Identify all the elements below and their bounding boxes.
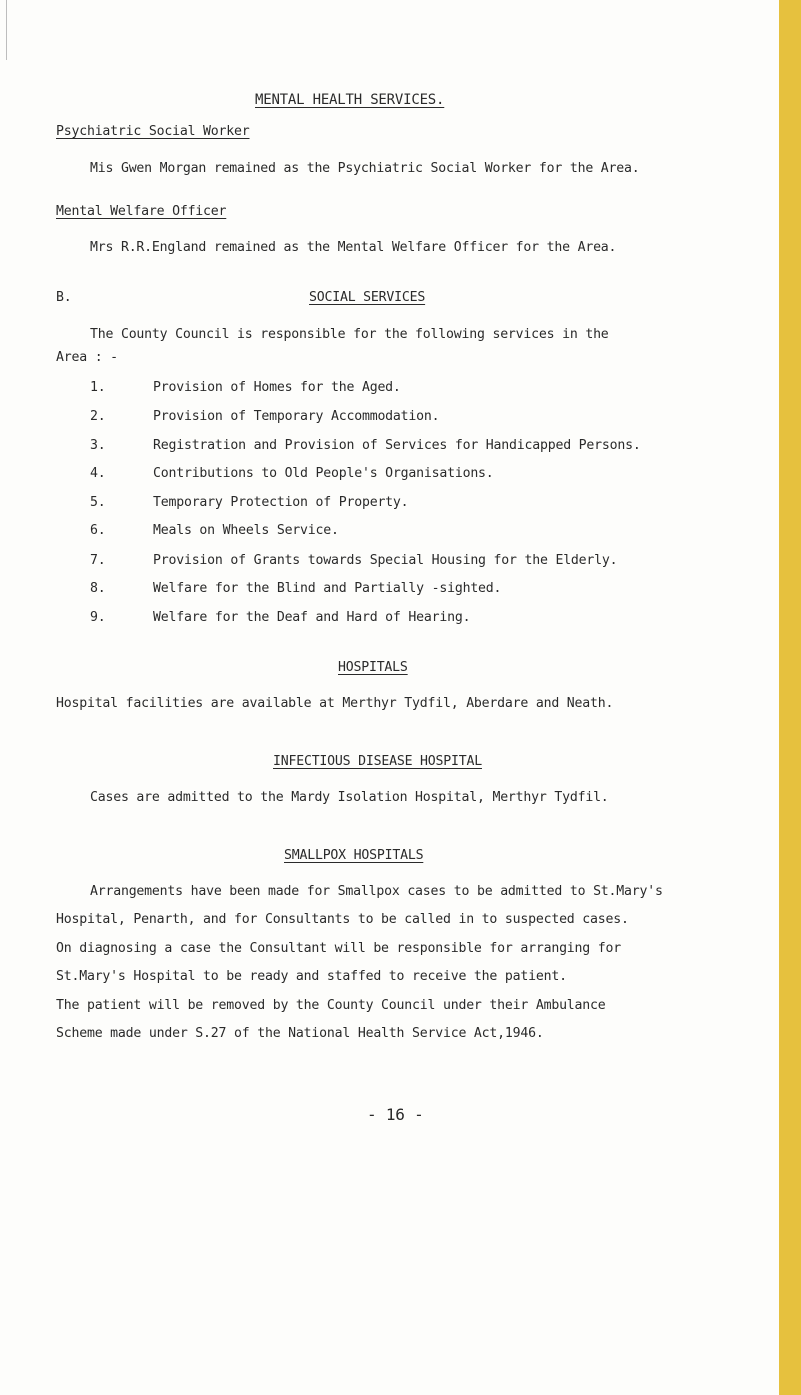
list-item-text: Registration and Provision of Services for Handicapped Persons. xyxy=(153,438,641,453)
list-item-text: Temporary Protection of Property. xyxy=(153,495,409,510)
paragraph-line: Scheme made under S.27 of the National Health Service Act,1946. xyxy=(56,1026,544,1041)
list-item-text: Provision of Temporary Accommodation. xyxy=(153,409,440,424)
list-item-number: 6. xyxy=(90,523,106,538)
paragraph-line: Arrangements have been made for Smallpox cases to be admitted to St.Mary's xyxy=(90,884,663,899)
list-item-number: 8. xyxy=(90,581,106,596)
list-item-number: 3. xyxy=(90,438,106,453)
list-item-number: 4. xyxy=(90,466,106,481)
infectious-hospital-title: INFECTIOUS DISEASE HOSPITAL xyxy=(273,754,482,769)
section-letter: B. xyxy=(56,290,72,305)
mwo-title: Mental Welfare Officer xyxy=(56,204,227,219)
page-edge-strip xyxy=(779,0,801,1395)
smallpox-hospitals-title: SMALLPOX HOSPITALS xyxy=(284,848,424,863)
psw-text: Mis Gwen Morgan remained as the Psychiatric Social Worker for the Area. xyxy=(90,161,640,176)
list-item-number: 2. xyxy=(90,409,106,424)
list-item-text: Provision of Grants towards Special Housing for the Elderly. xyxy=(153,553,618,568)
list-item-number: 7. xyxy=(90,553,106,568)
paragraph-line: St.Mary's Hospital to be ready and staffed to receive the patient. xyxy=(56,969,567,984)
hospitals-title: HOSPITALS xyxy=(338,660,408,675)
list-item-number: 1. xyxy=(90,380,106,395)
infectious-hospital-text: Cases are admitted to the Mardy Isolation Hospital, Merthyr Tydfil. xyxy=(90,790,609,805)
list-item-number: 9. xyxy=(90,610,106,625)
social-services-title: SOCIAL SERVICES xyxy=(309,290,426,305)
scan-edge-mark xyxy=(6,0,7,60)
page-heading: MENTAL HEALTH SERVICES. xyxy=(255,92,445,108)
list-item-text: Contributions to Old People's Organisations. xyxy=(153,466,494,481)
paragraph-line: Hospital, Penarth, and for Consultants to be called in to suspected cases. xyxy=(56,912,629,927)
list-item-text: Welfare for the Blind and Partially -sighted. xyxy=(153,581,502,596)
paragraph-line: The patient will be removed by the County Council under their Ambulance xyxy=(56,998,606,1013)
psw-title: Psychiatric Social Worker xyxy=(56,124,250,139)
list-item-text: Meals on Wheels Service. xyxy=(153,523,339,538)
hospitals-text: Hospital facilities are available at Merthyr Tydfil, Aberdare and Neath. xyxy=(56,696,614,711)
list-item-text: Provision of Homes for the Aged. xyxy=(153,380,401,395)
list-item-text: Welfare for the Deaf and Hard of Hearing. xyxy=(153,610,471,625)
social-intro-line-1: The County Council is responsible for the following services in the xyxy=(90,327,609,342)
list-item-number: 5. xyxy=(90,495,106,510)
paragraph-line: On diagnosing a case the Consultant will be responsible for arranging for xyxy=(56,941,621,956)
social-intro-line-2: Area : - xyxy=(56,350,118,365)
mwo-text: Mrs R.R.England remained as the Mental Welfare Officer for the Area. xyxy=(90,240,617,255)
page-number: - 16 - xyxy=(367,1105,424,1124)
